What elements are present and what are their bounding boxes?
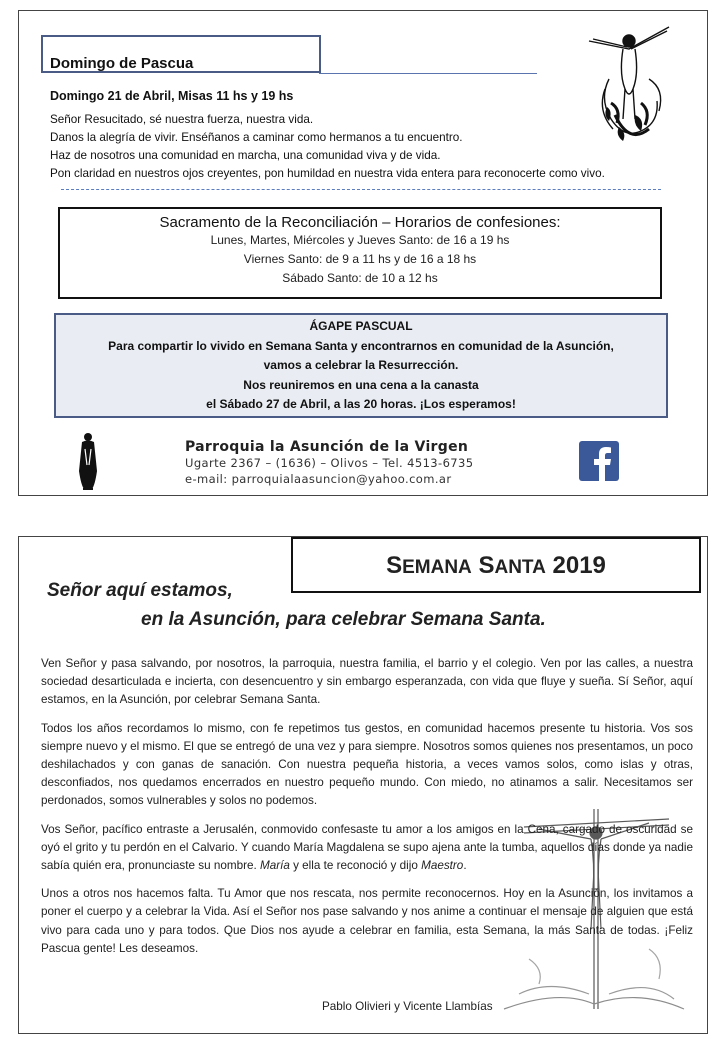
signature: Pablo Olivieri y Vicente Llambías [322, 1000, 493, 1013]
confession-schedule-box [58, 207, 662, 299]
parish-address: Ugarte 2367 – (1636) – Olivos – Tel. 4513-6735 [185, 456, 474, 470]
agape-line: Para compartir lo vivido en Semana Santa y encontrarnos en comunidad de la Asunción, [108, 338, 614, 353]
paragraph-text: y ella te reconoció y dijo [289, 859, 422, 873]
holy-week-title [293, 552, 699, 580]
agape-line: vamos a celebrar la Resurrección. [263, 358, 459, 372]
prayer-line: Haz de nosotros una comunidad en marcha, una comunidad viva y de vida. [50, 149, 441, 162]
mass-times: Domingo 21 de Abril, Misas 11 hs y 19 hs [50, 89, 294, 103]
paragraph: Todos los años recordamos lo mismo, con fe repetimos tus gestos, en comunidad hacemos presente tu historia. Vos sos siempre nuevo y el mismo. El que se entregó de una vez y para siempre. Nosotros somos quienes nos presentamos, un poco deshilachados y con ganas de sanación. Con nuestra pequeña historia, a veces vamos solos, como islas y otras, desconfiados, nos quedamos encerrados en nuestro pequeño mundo. Con miedo, no atinamos a salir. Necesitamos ser perdonados, somos vulnerables y solos no podemos. [41, 721, 693, 808]
page-title: Domingo de Pascua [50, 55, 194, 72]
paragraph-text: Vos Señor, pacífico entraste a Jerusalén, conmovido confesaste tu amor a los amigos en la Cena, cargado de oscuridad se oyó el grito y tu perdón en el Calvario. Y cuando María Magdalena se supo ajena ante la tumba, aquellos días donde ya nadie sabía quién era, pronunciaste su nombre. [41, 822, 693, 873]
paragraph-text: . [463, 859, 467, 873]
title-year: 2019 [552, 552, 606, 579]
title-banner [291, 537, 701, 593]
emphasis-maestro: Maestro [421, 859, 464, 873]
prayer-line: Danos la alegría de vivir. Enséñanos a caminar como hermanos a tu encuentro. [50, 131, 463, 144]
letter-body [41, 655, 693, 968]
holy-week-letter-panel [18, 536, 708, 1034]
paragraph [41, 821, 693, 876]
intro-line-1: Señor aquí estamos, [47, 580, 233, 601]
virgin-mary-icon [73, 431, 103, 491]
confession-line: Viernes Santo: de 9 a 11 hs y de 16 a 18 hs [243, 252, 477, 266]
parish-name: Parroquia la Asunción de la Virgen [185, 439, 469, 455]
title-smallcaps: ANTA [494, 557, 546, 578]
easter-flyer-panel [18, 10, 708, 496]
title-initial: S [478, 552, 495, 579]
prayer-line: Señor Resucitado, sé nuestra fuerza, nuestra vida. [50, 113, 314, 126]
agape-title: ÁGAPE PASCUAL [309, 319, 413, 333]
risen-christ-icon [579, 19, 679, 149]
agape-announcement-box [54, 313, 668, 418]
prayer-line: Pon claridad en nuestros ojos creyentes, pon humildad en nuestra vida entera para reconocerte como vivo. [50, 167, 605, 180]
confession-line: Lunes, Martes, Miércoles y Jueves Santo: de 16 a 19 hs [210, 233, 510, 247]
paragraph: Unos a otros nos hacemos falta. Tu Amor que nos rescata, nos permite reconocernos. Hoy en la Asunción, los invitamos a poner el cuerpo y a celebrar la Vida. Así el Señor nos pase salvando y nos anime a continuar el mensaje de alguien que está vivo para cada uno y para todos. Que Dios nos ayude a celebrar en familia, esta Semana, la más Santa de todas. ¡Feliz Pascua gente! Les deseamos. [41, 887, 693, 955]
title-smallcaps: EMANA [402, 557, 472, 578]
parish-email[interactable]: e-mail: parroquialaasuncion@yahoo.com.ar [185, 472, 452, 486]
heading-rule [319, 73, 537, 74]
facebook-icon[interactable] [579, 441, 619, 481]
intro-line-2: en la Asunción, para celebrar Semana Santa. [141, 609, 546, 630]
dashed-divider [61, 189, 661, 190]
title-initial: S [386, 552, 403, 579]
emphasis-maria: María [259, 859, 290, 873]
agape-line: el Sábado 27 de Abril, a las 20 horas. ¡Los esperamos! [206, 397, 516, 411]
paragraph: Ven Señor y pasa salvando, por nosotros, la parroquia, nuestra familia, el barrio y el colegio. Ven por las calles, a nuestra sociedad desarticulada e incierta, con desencuentro y sin embargo esperanzada, con vida que fluye y sueña. Sí Señor, aquí estamos, en la Asunción, por celebrar Semana Santa. [41, 657, 693, 707]
confession-title: Sacramento de la Reconciliación – Horarios de confesiones: [159, 214, 561, 231]
agape-line: Nos reuniremos en una cena a la canasta [243, 377, 479, 392]
confession-line: Sábado Santo: de 10 a 12 hs [282, 271, 438, 285]
